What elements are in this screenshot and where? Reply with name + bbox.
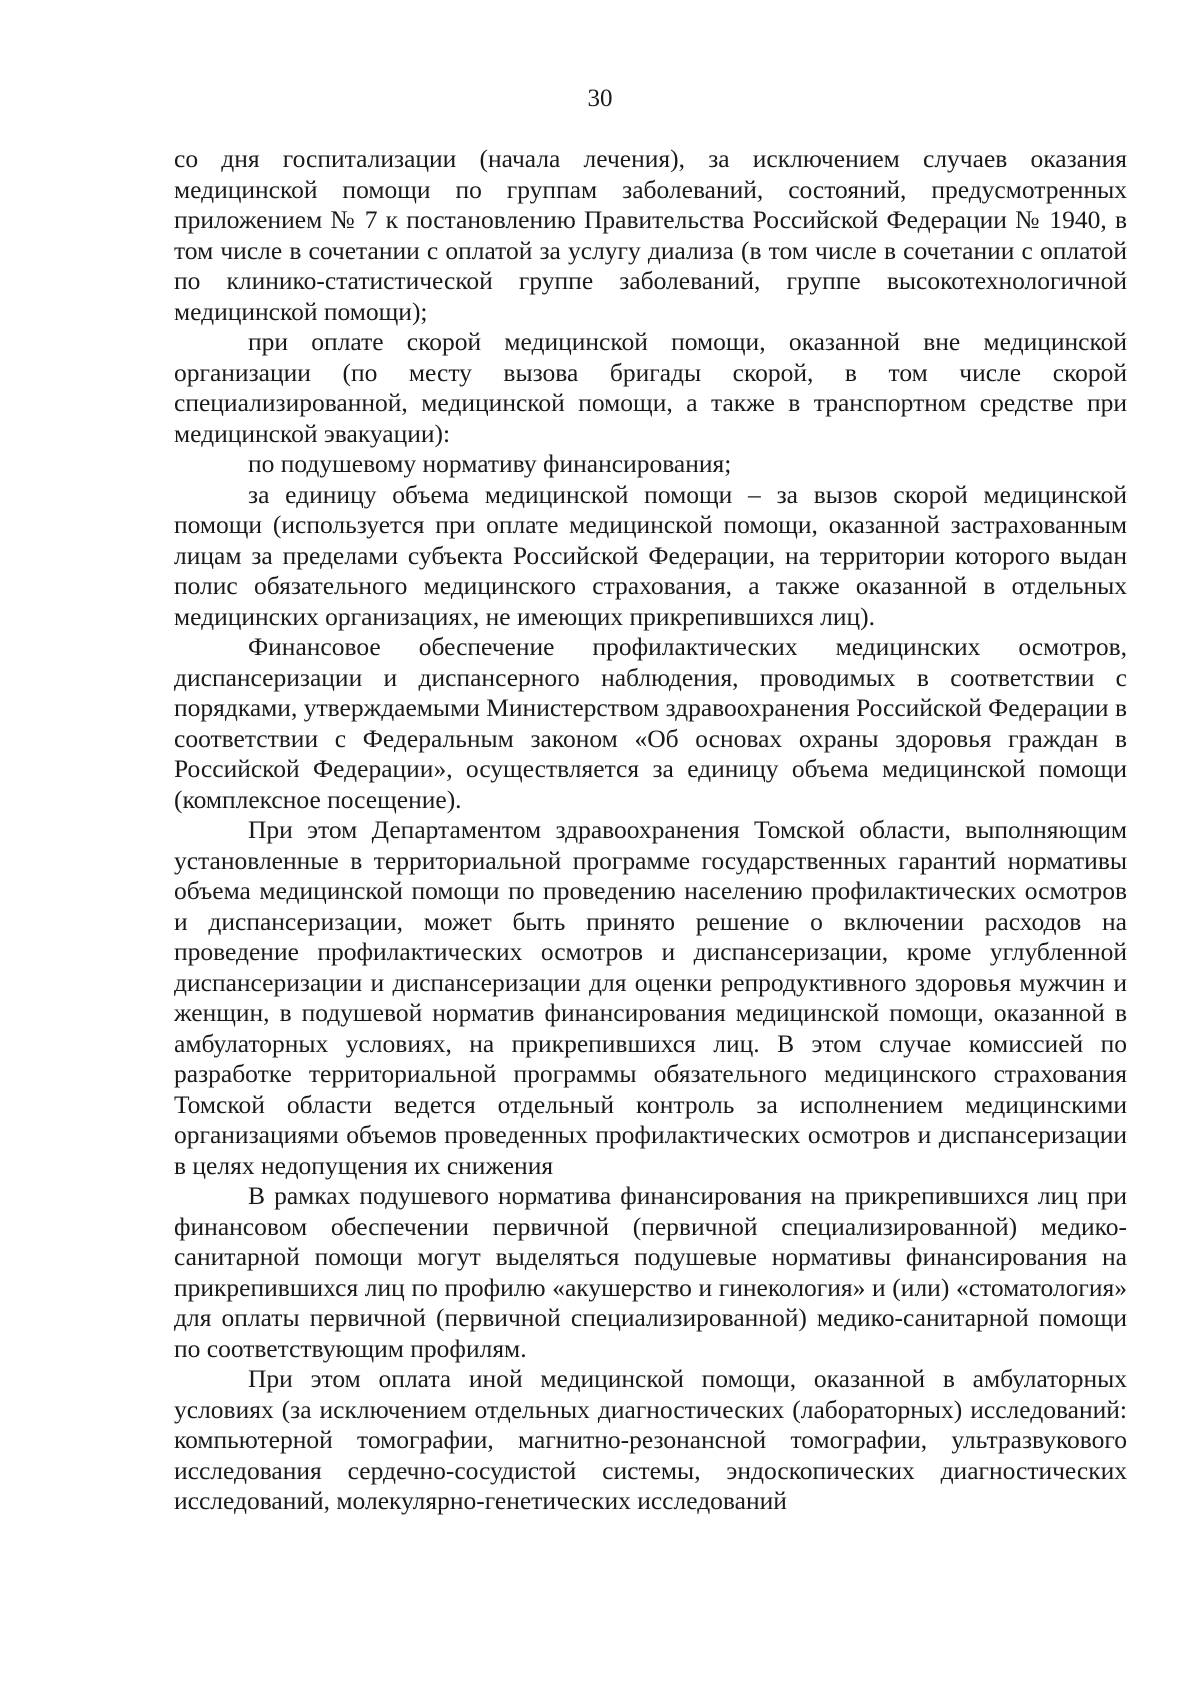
paragraph-4: за единицу объема медицинской помощи – за вызов скорой медицинской помощи (используется при оплате медицинской помощи, оказанной застрахованным лицам за пределами субъекта Российской Федерации, на территории которого выдан полис обязательного медицинского страхования, а также оказанной в отдельных медицинских организациях, не имеющих прикрепившихся лиц). xyxy=(174,479,1127,631)
page-number: 30 xyxy=(587,85,613,112)
paragraph-6: При этом Департаментом здравоохранения Томской области, выполняющим установленные в территориальной программе государственных гарантий нормативы объема медицинской помощи по проведению населению профилактических осмотров и диспансеризации, может быть принято решение о включении расходов на проведение профилактических осмотров и диспансеризации, кроме углубленной диспансеризации и диспансеризации для оценки репродуктивного здоровья мужчин и женщин, в подушевой норматив финансирования медицинской помощи, оказанной в амбулаторных условиях, на прикрепившихся лиц. В этом случае комиссией по разработке территориальной программы обязательного медицинского страхования Томской области ведется отдельный контроль за исполнением медицинскими организациями объемов проведенных профилактических осмотров и диспансеризации в целях недопущения их снижения xyxy=(174,815,1127,1180)
paragraph-8: При этом оплата иной медицинской помощи, оказанной в амбулаторных условиях (за исключением отдельных диагностических (лабораторных) исследований: компьютерной томографии, магнитно-резонансной томографии, ультразвукового исследования сердечно-сосудистой системы, эндоскопических диагностических исследований, молекулярно-генетических исследований xyxy=(174,1364,1127,1515)
document-body xyxy=(174,144,1127,1517)
paragraph-2: при оплате скорой медицинской помощи, оказанной вне медицинской организации (по месту вызова бригады скорой, в том числе скорой специализированной, медицинской помощи, а также в транспортном средстве при медицинской эвакуации): xyxy=(174,327,1127,448)
paragraph-1: со дня госпитализации (начала лечения), за исключением случаев оказания медицинской помощи по группам заболеваний, состояний, предусмотренных приложением № 7 к постановлению Правительства Российской Федерации № 1940, в том числе в сочетании с оплатой за услугу диализа (в том числе в сочетании с оплатой по клинико-статистической группе заболеваний, группе высокотехнологичной медицинской помощи); xyxy=(174,144,1127,326)
paragraph-7: В рамках подушевого норматива финансирования на прикрепившихся лиц при финансовом обеспечении первичной (первичной специализированной) медико-санитарной помощи могут выделяться подушевые нормативы финансирования на прикрепившихся лиц по профилю «акушерство и гинекология» и (или) «стоматология» для оплаты первичной (первичной специализированной) медико-санитарной помощи по соответствующим профилям. xyxy=(174,1181,1127,1363)
paragraph-3: по подушевому нормативу финансирования; xyxy=(248,449,732,478)
paragraph-5: Финансовое обеспечение профилактических медицинских осмотров, диспансеризации и диспансерного наблюдения, проводимых в соответствии с порядками, утверждаемыми Министерством здравоохранения Российской Федерации в соответствии с Федеральным законом «Об основах охраны здоровья граждан в Российской Федерации», осуществляется за единицу объема медицинской помощи (комплексное посещение). xyxy=(174,632,1127,814)
